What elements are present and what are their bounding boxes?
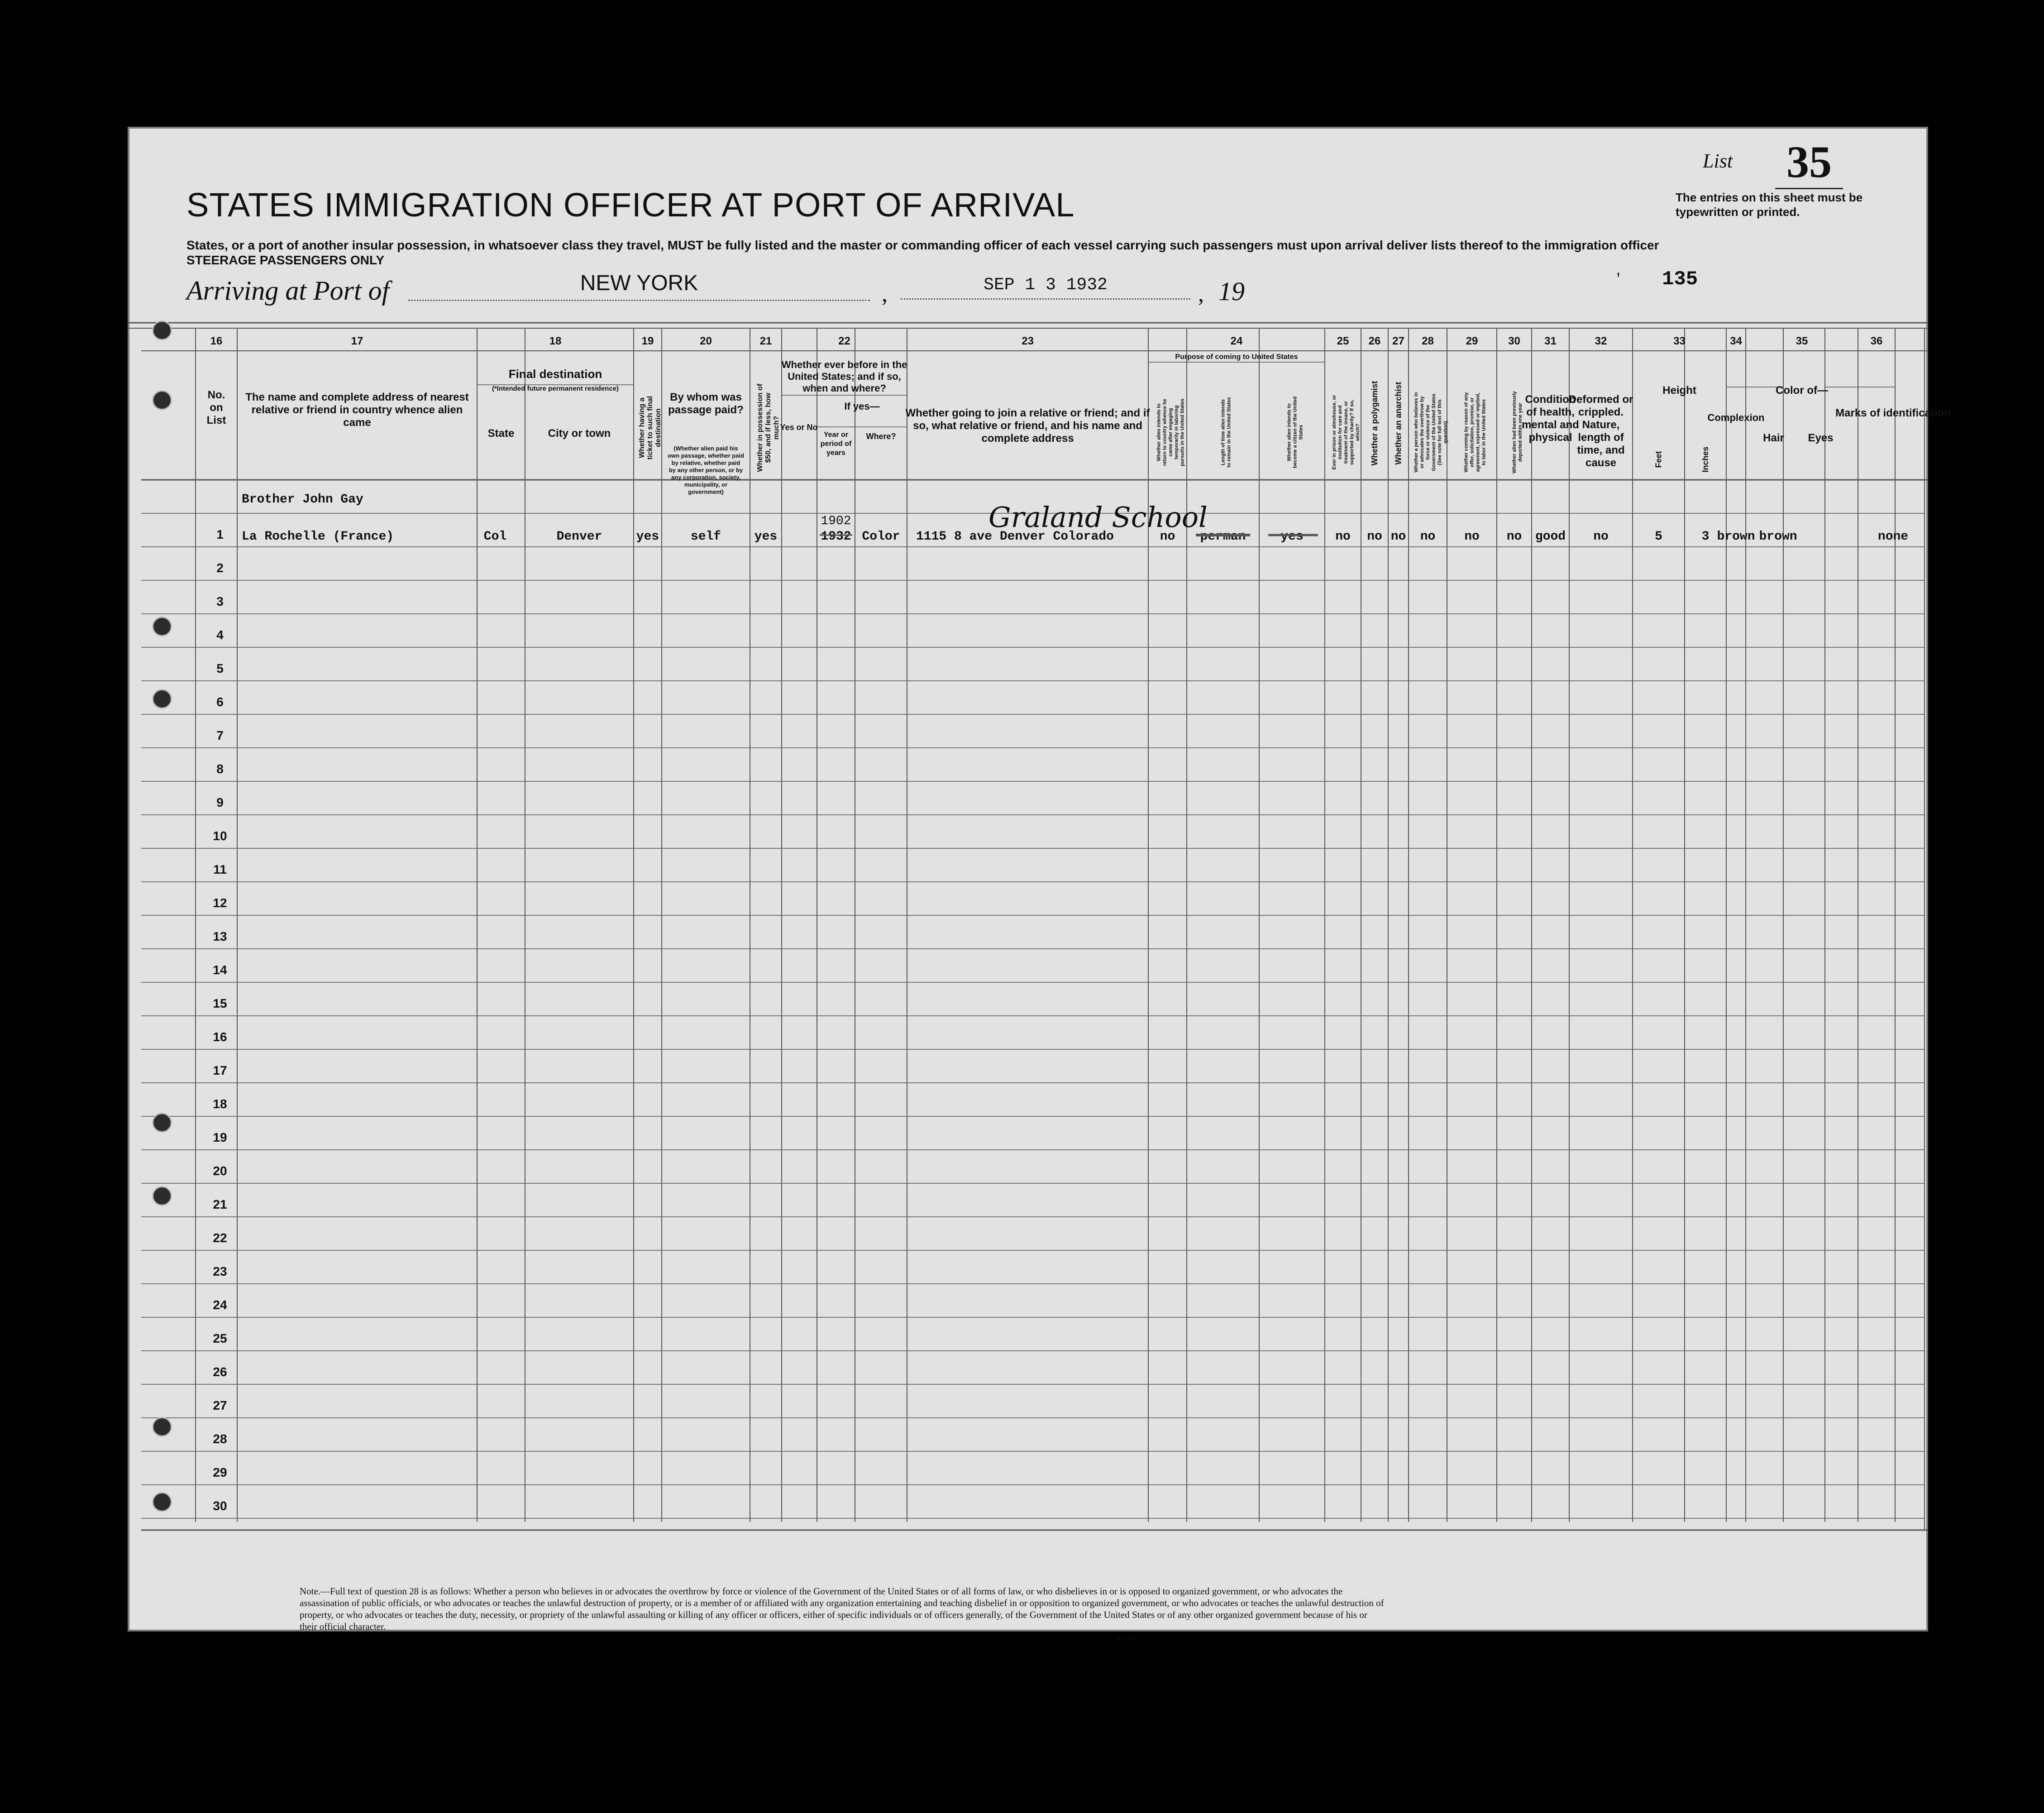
header-text: Whether going to join a relative or friend; and if so, what relative or friend, and his name and complete address (905, 407, 1150, 445)
binder-hole (152, 1417, 172, 1437)
row-number: 17 (213, 1063, 227, 1077)
row-number: 28 (213, 1432, 227, 1446)
hair-value: brown (1759, 530, 1797, 544)
column-number: 28 (1422, 335, 1434, 347)
header-text: Deformed or crippled. Nature, length of time, and cause (1568, 393, 1633, 469)
deformed-value: no (1593, 530, 1609, 544)
header-text: Length of time alien intendsto remain in the United States (1220, 397, 1232, 468)
header-text: Condition of health, mental and physical (1522, 393, 1579, 444)
complexion-value: brown (1717, 530, 1755, 544)
column-number: 35 (1796, 335, 1808, 347)
separator: , (882, 281, 888, 307)
subtitle-line-2: STEERAGE PASSENGERS ONLY (186, 253, 385, 267)
binder-hole (152, 1186, 172, 1206)
header-text: Whether ever before in the United States; and if so, when and where? (781, 359, 907, 394)
column-number: 33 (1673, 335, 1686, 347)
header-text: Color of— (1776, 384, 1828, 397)
header-text: Inches (1701, 446, 1710, 473)
instructions-note: The entries on this sheet must be typewritten or printed. (1676, 191, 1863, 219)
header-text: Hair (1763, 432, 1784, 444)
list-label: List (1703, 150, 1733, 172)
page-title: STATES IMMIGRATION OFFICER AT PORT OF ARRIVAL (186, 186, 1075, 224)
header-text: Whether coming by reason of anyoffer, solicitation, promise, oragreement, expressed or implied,to labor in the United States (1463, 392, 1487, 473)
year-value: 1932 (821, 530, 851, 544)
port-field: NEW YORK (408, 271, 870, 301)
header-text: Marks of identification (1835, 407, 1951, 419)
header-text: Complexion (1707, 412, 1765, 423)
header-text: Purpose of coming to United States (1175, 353, 1298, 361)
column-number: 29 (1466, 335, 1478, 347)
binder-hole (152, 617, 172, 636)
row-number: 13 (213, 929, 227, 943)
row-number: 19 (213, 1130, 227, 1144)
header-text: Feet (1654, 451, 1663, 468)
header-text: Height (1662, 384, 1696, 397)
row-number: 15 (213, 996, 227, 1010)
row-number: 10 (213, 829, 227, 843)
health-value: good (1535, 530, 1566, 544)
row-number: 3 (216, 594, 224, 608)
row-number: 4 (216, 628, 224, 642)
column-number: 16 (210, 335, 223, 347)
purpose-return: no (1160, 530, 1175, 544)
header-text: (*Intended future permanent residence) (492, 385, 619, 392)
row-number: 26 (213, 1365, 227, 1379)
where-value: Color (862, 530, 900, 544)
height-feet: 5 (1655, 530, 1662, 544)
answer-q25: no (1335, 530, 1351, 544)
join-address: 1115 8 ave Denver Colorado (916, 530, 1114, 544)
arriving-label: Arriving at Port of (186, 276, 390, 306)
header-text: No. on List (206, 389, 226, 426)
money-value: yes (754, 530, 778, 544)
column-number: 36 (1870, 335, 1883, 347)
row-number: 16 (213, 1030, 227, 1044)
header-text: (Whether alien paid his own passage, whether paid by relative, whether paid by any other person, or by any corporation, society, municipality, or government) (667, 445, 745, 495)
row-number: 6 (216, 695, 224, 709)
row-number: 23 (213, 1264, 227, 1278)
row-number: 21 (213, 1197, 227, 1211)
purpose-citizen: yes (1280, 530, 1304, 544)
header-text: The name and complete address of nearest relative or friend in country whence alien came (245, 391, 469, 429)
header-text: Year or period of years (820, 431, 852, 457)
purpose-length: perman (1200, 530, 1246, 544)
binder-hole (152, 689, 172, 709)
column-number: 21 (759, 335, 772, 347)
header-text: Whether alien intends toreturn to country whence hecame after engagingtemporarily in laboringpursuits in the United States (1156, 398, 1185, 466)
list-number: 35 (1775, 136, 1843, 189)
header-text: Eyes (1808, 432, 1834, 444)
row-number: 9 (216, 795, 224, 809)
answer-q26: no (1367, 530, 1382, 544)
header-text: Whether in possession of$50, and if less, howmuch? (756, 383, 780, 472)
ticket-value: yes (636, 530, 659, 544)
answer-q28: no (1420, 530, 1436, 544)
header-text: Whether a person who believes inor advocates the overthrow byforce or violence of theGovernment of the United States(See note for full text of thisquestion) (1414, 392, 1448, 473)
paid-by-value: self (690, 530, 721, 544)
column-number: 22 (838, 335, 850, 347)
column-number: 17 (351, 335, 363, 347)
relative-address: La Rochelle (France) (242, 530, 394, 544)
header-text: Yes or No (780, 423, 818, 432)
relative-name: Brother John Gay (242, 493, 363, 507)
column-number: 23 (1022, 335, 1034, 347)
column-number: 18 (549, 335, 562, 347)
header-text: Ever in prison or almshouse, orinstitution for care andtreatment of the insane, orsupported by charity? If so,which? (1332, 395, 1361, 470)
dest-city: Denver (556, 530, 602, 544)
year-field: 19 (1218, 277, 1245, 306)
subtitle-line-1: States, or a port of another insular possession, in whatsoever class they travel, MUST be fully listed and the master or commanding officer of each vessel carrying such passengers must upon arrival deliver lists thereof to the immigration officer (186, 238, 1659, 252)
row-number: 12 (213, 896, 227, 910)
answer-q30: no (1506, 530, 1522, 544)
column-number: 31 (1544, 335, 1557, 347)
header-text: Whether a polygamist (1370, 381, 1379, 466)
column-number: 25 (1337, 335, 1349, 347)
column-number: 34 (1730, 335, 1742, 347)
row-number: 11 (213, 862, 227, 876)
binder-hole (152, 321, 172, 340)
row-number: 18 (213, 1097, 227, 1111)
previous-year-value: 1902 (821, 514, 851, 528)
handwritten-note: Graland School (989, 501, 1208, 534)
header-text: Final destination (508, 367, 602, 381)
row-number: 22 (213, 1231, 227, 1245)
header-text: Whether an anarchist (1394, 382, 1403, 465)
column-number: 27 (1392, 335, 1404, 347)
row-number: 5 (216, 661, 224, 675)
header-text: By whom was passage paid? (668, 391, 744, 416)
form-reference: 14—430 (1114, 1635, 1137, 1642)
stamp-number: 135 (1662, 268, 1698, 291)
header-text: State (487, 427, 515, 440)
row-number: 8 (216, 762, 224, 776)
column-number: 24 (1230, 335, 1243, 347)
header-text: Where? (866, 432, 896, 441)
row-number: 2 (216, 561, 224, 575)
footer-note: Note.—Full text of question 28 is as follows: Whether a person who believes in or advocates the overthrow by force or violence of the Government of the United States or of all forms of law, or who disbelieves in or is opposed to organized government, or who advocates the assassination of public officials, or who advocates or teaches the unlawful destruction of property, or is a member of or affiliated with any organization entertaining and teaching disbelief in or opposition to organized government, or who advocates or teaches the unlawful destruction of property, or who advocates or teaches the duty, necessity, or propriety of the unlawful assaulting or killing of any officer or officers, either of specific individuals or of officers generally, of the Government of the United States or of any other organized government because of his or their official character. (300, 1586, 1384, 1632)
binder-hole (152, 1492, 172, 1512)
header-text: If yes— (844, 401, 880, 412)
answer-q27: no (1390, 530, 1406, 544)
column-number: 20 (700, 335, 712, 347)
column-number: 26 (1368, 335, 1381, 347)
row-number: 30 (213, 1499, 227, 1513)
header-text: City or town (548, 427, 611, 440)
row-number: 25 (213, 1331, 227, 1345)
header-text: Whether alien had been previouslydeported within one year (1512, 391, 1523, 474)
row-number: 7 (216, 728, 224, 742)
header-text: Whether having aticket to such finaldestination (638, 396, 662, 460)
row-number: 14 (213, 963, 227, 977)
row-number: 27 (213, 1398, 227, 1412)
separator: , (1198, 281, 1204, 307)
column-number: 32 (1595, 335, 1607, 347)
row-number: 1 (216, 527, 224, 541)
row-number: 20 (213, 1164, 227, 1178)
manifest-sheet (128, 127, 1951, 1642)
date-stamp: SEP 1 3 1932 (901, 273, 1190, 300)
header-text: Whether alien intends tobecome a citizen of the UnitedStates (1286, 396, 1304, 469)
height-inches: 3 (1701, 530, 1710, 544)
row-number: 24 (213, 1298, 227, 1312)
manifest-table (128, 127, 1951, 1631)
binder-hole (152, 390, 172, 410)
stamp-mark: ' (1617, 268, 1620, 289)
row-number: 29 (213, 1465, 227, 1479)
answer-q29: no (1464, 530, 1480, 544)
marks-value: none (1877, 530, 1909, 544)
column-number: 19 (641, 335, 654, 347)
dest-state: Col (483, 530, 507, 544)
column-number: 30 (1508, 335, 1520, 347)
binder-hole (152, 1113, 172, 1133)
